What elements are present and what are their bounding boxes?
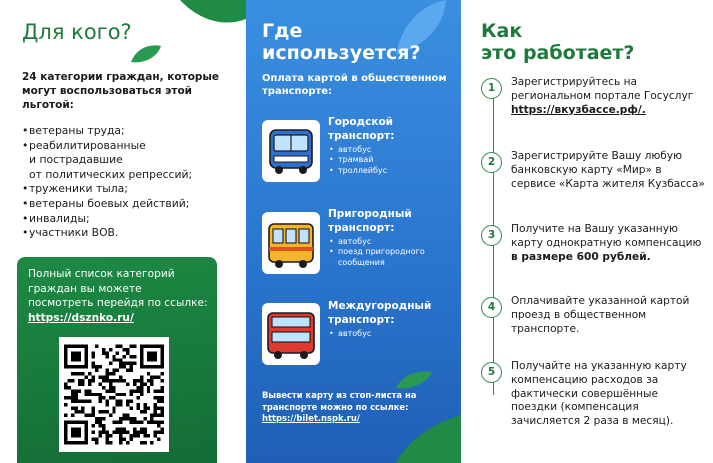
- categories-list: [22, 124, 244, 241]
- suburban-bus-icon: [262, 212, 320, 274]
- step-text: Оплачивайте указанной картой проезд в общественном транспорте.: [511, 295, 690, 335]
- step-number: 4: [481, 297, 502, 318]
- city-bus-tile: [262, 120, 320, 182]
- gosuslugi-link[interactable]: https://вкузбассе.рф/.: [511, 103, 646, 116]
- list-item: • участники ВОВ.: [22, 226, 244, 241]
- how-it-works-title: Как это работает?: [481, 20, 635, 64]
- right-panel: Как это работает? 1 Зарегистрируйтесь на региональном портале Госуслуг https://вкузбассе.рф/. 2 Зарегистрируйте Вашу любую банковскую карту «Мир» в сервисе «Карта жителя Кузбасса» 3 Получите на Вашу указанную карту однократную компенсацию в размере 600 рублей. 4 Оплачивайте указанной картой проезд в общественном транспорте. 5 Получайте на указанную карту компенсацию расходов за фактически совершённые поездки (компенсация зачисляется 2 раза в месяц).: [461, 0, 713, 463]
- suburban-transport-caption: Пригородный транспорт: • автобус • поезд пригородного сообщения: [328, 208, 456, 268]
- list-item: • реабилитированные и пострадавшие от политических репрессий;: [22, 139, 244, 183]
- leaf-decoration-bottom: [396, 415, 461, 463]
- full-list-text: Полный список категорий граждан вы можете посмотреть перейдя по ссылке: https://dsznko.ru/: [28, 268, 208, 324]
- list-item: • ветераны труда;: [22, 124, 244, 139]
- list-item: • автобус: [328, 237, 456, 247]
- step-number: 1: [481, 78, 502, 99]
- list-item: • трамвай: [328, 155, 456, 165]
- nspk-link[interactable]: https://bilet.nspk.ru/: [262, 413, 360, 423]
- where-used-title: Где используется?: [262, 20, 421, 64]
- stoplist-note: Вывести карту из стоп-листа на транспорте можно по ссылке: https://bilet.nspk.ru/: [262, 390, 417, 423]
- list-item: • ветераны боевых действий;: [22, 197, 244, 212]
- list-item: • труженики тыла;: [22, 182, 244, 197]
- full-list-box: [17, 257, 217, 463]
- leaf-decoration-mid: [396, 370, 432, 390]
- list-item: • автобус: [328, 329, 456, 339]
- left-panel: [0, 0, 246, 463]
- intercity-bus-tile: [262, 303, 320, 365]
- suburban-transport-list: [328, 237, 456, 268]
- step-text: Зарегистрируйте Вашу любую банковскую карту «Мир» в сервисе «Карта жителя Кузбасса»: [511, 150, 705, 190]
- categories-intro: 24 категории граждан, которые могут воспользоваться этой льготой:: [22, 71, 220, 111]
- list-item: • инвалиды;: [22, 212, 244, 227]
- step-number: 2: [481, 152, 502, 173]
- city-bus-icon: [262, 120, 320, 182]
- middle-panel: [246, 0, 461, 463]
- compensation-amount: в размере 600 рублей.: [511, 250, 651, 263]
- intercity-transport-list: [328, 329, 456, 339]
- city-transport-list: [328, 145, 456, 176]
- dsznko-link[interactable]: https://dsznko.ru/: [28, 311, 134, 324]
- qr-code[interactable]: [59, 337, 169, 452]
- list-item: • троллейбус: [328, 166, 456, 176]
- suburban-bus-tile: [262, 212, 320, 274]
- step-number: 3: [481, 225, 502, 246]
- card-payment-subtitle: Оплата картой в общественном транспорте:: [262, 73, 447, 97]
- step-number: 5: [481, 362, 502, 383]
- city-transport-caption: Городской транспорт: • автобус • трамвай • троллейбус: [328, 116, 456, 176]
- step-text: Получайте на указанную карту компенсацию расходов за фактически совершённые поездки (компенсация зачисляется 2 раза в месяц).: [511, 360, 687, 428]
- list-item: • поезд пригородного сообщения: [328, 247, 456, 268]
- list-item: • автобус: [328, 145, 456, 155]
- intercity-transport-caption: Междугородный транспорт: • автобус: [328, 300, 456, 339]
- double-decker-bus-icon: [262, 303, 320, 365]
- for-whom-title: Для кого?: [22, 20, 132, 44]
